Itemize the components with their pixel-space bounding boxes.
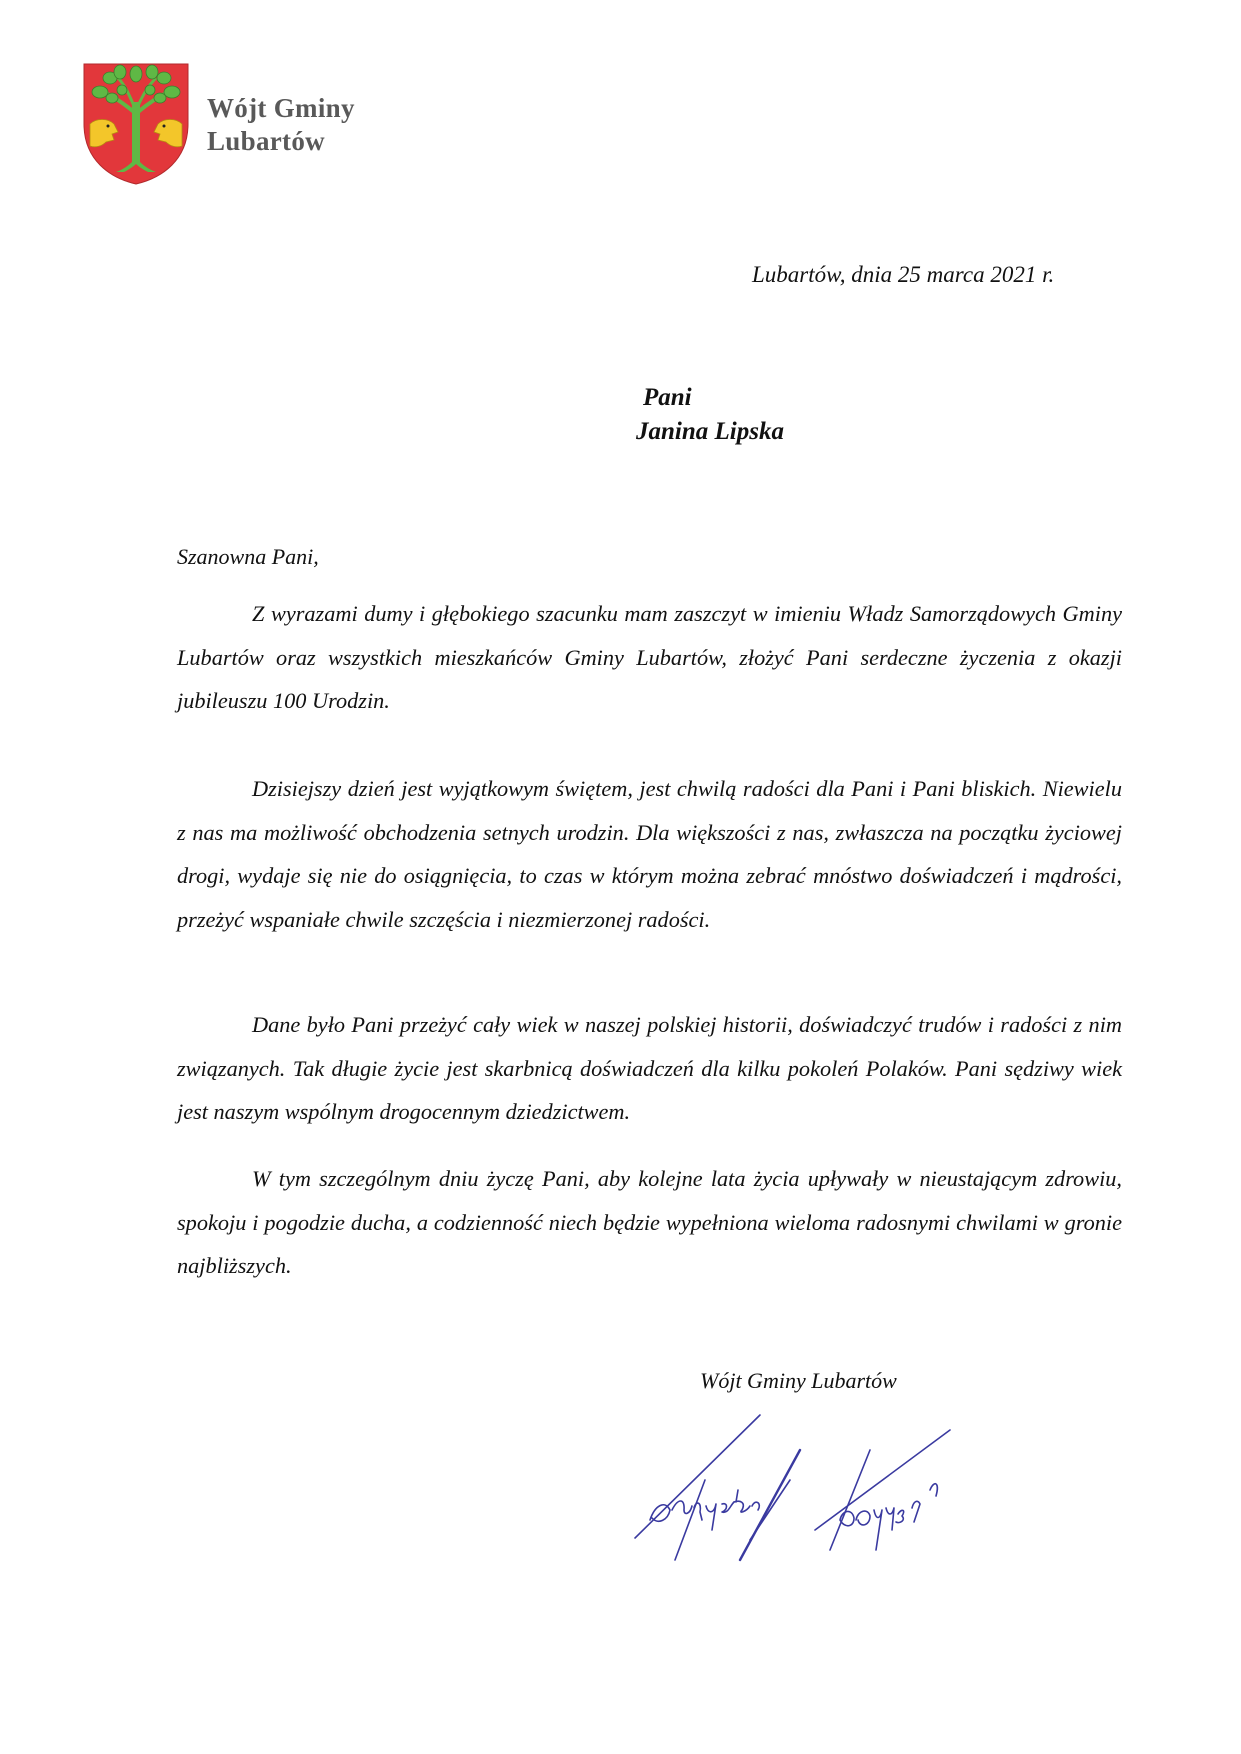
letter-date: Lubartów, dnia 25 marca 2021 r. — [752, 262, 1055, 287]
paragraph-2: Dzisiejszy dzień jest wyjątkowym świętem, jest chwilą radości dla Pani i Pani bliskich. Niewielu z nas ma możliwość obchodzenia setnych urodzin. Dla większości z nas, zwłaszcza na początku życiowej drogi, wydaje się nie do osiągnięcia, to czas w którym można zebrać mnóstwo doświadczeń i mądrości, przeżyć wspaniałe chwile szczęścia i niezmierzonej radości. — [177, 776, 1122, 932]
office-title — [207, 92, 355, 158]
office-title-line1: Wójt Gminy — [207, 93, 355, 123]
office-title-line2: Lubartów — [207, 126, 325, 156]
recipient-title: Pani — [643, 384, 692, 411]
recipient-name: Janina Lipska — [636, 418, 784, 445]
paragraph-1: Z wyrazami dumy i głębokiego szacunku mam zaszczyt w imieniu Władz Samorządowych Gminy Lubartów oraz wszystkich mieszkańców Gminy Lubartów, złożyć Pani serdeczne życzenia z okazji jubileuszu 100 Urodzin. — [177, 601, 1122, 713]
coat-of-arms-icon — [82, 62, 190, 186]
signatory-title: Wójt Gminy Lubartów — [700, 1368, 897, 1393]
signature-icon — [630, 1410, 1000, 1570]
paragraph-3: Dane było Pani przeżyć cały wiek w naszej polskiej historii, doświadczyć trudów i radości z nim związanych. Tak długie życie jest skarbnicą doświadczeń dla kilku pokoleń Polaków. Pani sędziwy wiek jest naszym wspólnym drogocennym dziedzictwem. — [177, 1012, 1122, 1124]
paragraph-4: W tym szczególnym dniu życzę Pani, aby kolejne lata życia upływały w nieustającym zdrowiu, spokoju i pogodzie ducha, a codzienność niech będzie wypełniona wieloma radosnymi chwilami w gronie najbliższych. — [177, 1166, 1122, 1278]
salutation: Szanowna Pani, — [177, 544, 319, 569]
